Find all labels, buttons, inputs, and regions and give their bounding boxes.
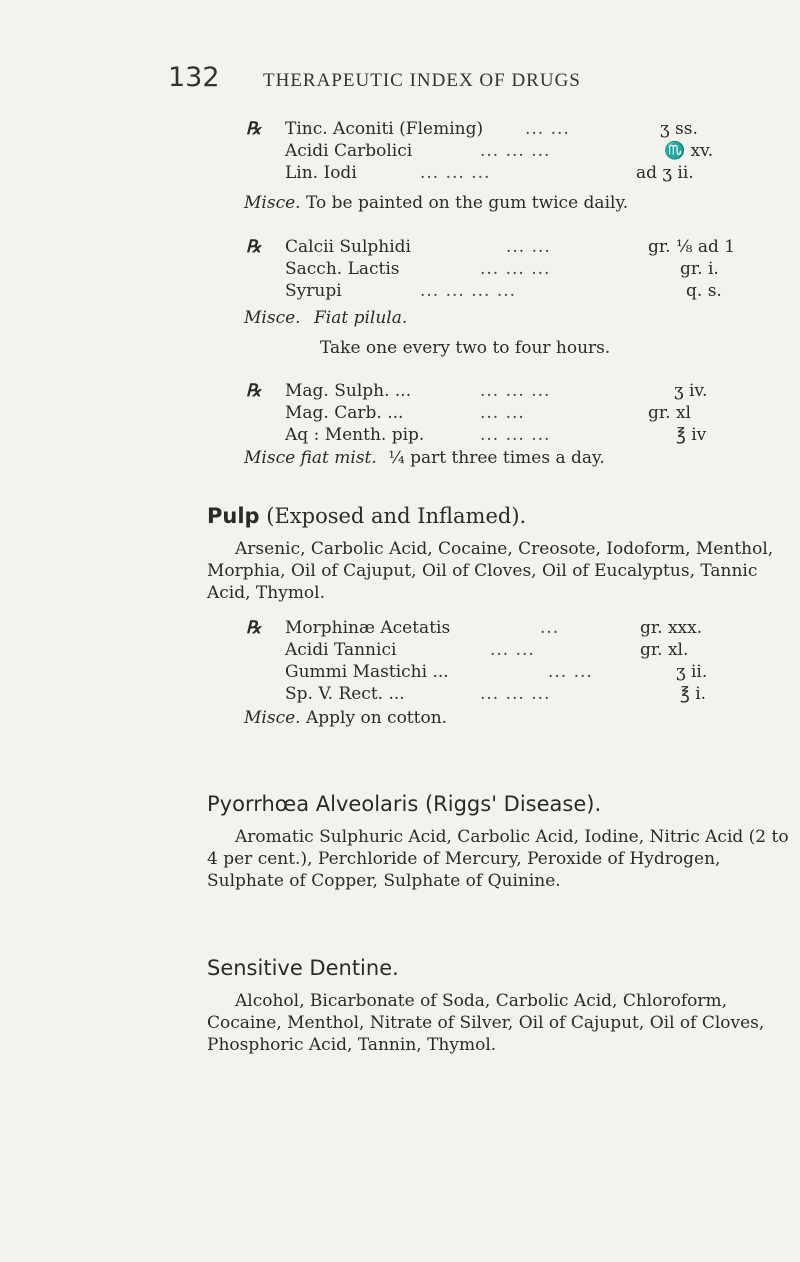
- page-number: 132: [168, 62, 220, 93]
- directions-text: Take one every two to four hours.: [320, 338, 611, 358]
- heading-text: (Exposed and Inflamed).: [266, 504, 527, 528]
- running-title: THERAPEUTIC INDEX OF DRUGS: [263, 70, 581, 91]
- prescription-morphine: [0, 617, 800, 705]
- prescription-calcium-sulphide: [0, 236, 800, 302]
- prescription-line: [0, 380, 800, 402]
- ingredient-quantity: gr. i.: [680, 259, 719, 279]
- misce-label: Misce.: [244, 708, 301, 728]
- remedy-list: Aromatic Sulphuric Acid, Carbolic Acid, Iodine, Nitric Acid (2 to 4 per cent.), Perchloride of Mercury, Peroxide of Hydrogen, Sulphate of Copper, Sulphate of Quinine.: [207, 827, 789, 891]
- ingredient-name: Sp. V. Rect. ...: [285, 684, 405, 704]
- ingredient-quantity: ʒ iv.: [674, 381, 708, 401]
- ingredient-name: Aq : Menth. pip.: [285, 425, 425, 445]
- leader-dots: ... ... ...: [480, 141, 551, 161]
- directions-text: ¼ part three times a day.: [388, 448, 605, 468]
- ingredient-name: Acidi Tannici: [285, 640, 397, 660]
- ingredient-name: Syrupi: [285, 281, 342, 301]
- misce-label: Misce.: [244, 308, 301, 328]
- rx-symbol: ℞: [246, 237, 262, 257]
- ingredient-quantity: ℥ iv: [676, 425, 707, 445]
- ingredient-name: Tinc. Aconiti (Fleming): [285, 119, 484, 139]
- prescription-line: [0, 424, 800, 446]
- leader-dots: ... ...: [525, 119, 570, 139]
- prescription-line: [0, 402, 800, 424]
- ingredient-name: Acidi Carbolici: [285, 141, 413, 161]
- ingredient-name: Morphinæ Acetatis: [285, 618, 451, 638]
- leader-dots: ...: [540, 618, 560, 638]
- ingredient-quantity: gr. xl: [648, 403, 691, 423]
- leader-dots: ... ... ...: [480, 259, 551, 279]
- prescription-line: [0, 280, 800, 302]
- prescription-line: [0, 118, 800, 140]
- misce-directions: [244, 193, 628, 213]
- rx-symbol: ℞: [246, 381, 262, 401]
- misce-directions: [244, 448, 605, 468]
- heading-bold-text: Pulp: [207, 504, 260, 528]
- ingredient-quantity: gr. ⅛ ad 1: [648, 237, 736, 257]
- rx-symbol: ℞: [246, 618, 262, 638]
- ingredient-quantity: q. s.: [686, 281, 722, 301]
- ingredient-name: Gummi Mastichi ...: [285, 662, 449, 682]
- misce-directions: [244, 708, 447, 728]
- ingredient-quantity: ad ʒ ii.: [636, 163, 694, 183]
- prescription-line: [0, 236, 800, 258]
- leader-dots: ... ... ...: [480, 684, 551, 704]
- leader-dots: ... ...: [506, 237, 551, 257]
- misce-text: Fiat pilula.: [313, 308, 408, 328]
- remedy-list: Alcohol, Bicarbonate of Soda, Carbolic Acid, Chloroform, Cocaine, Menthol, Nitrate of Silver, Oil of Cajuput, Oil of Cloves, Phosphoric Acid, Tannin, Thymol.: [207, 991, 765, 1055]
- prescription-line: [0, 661, 800, 683]
- leader-dots: ... ... ...: [480, 381, 551, 401]
- ingredient-name: Mag. Sulph. ...: [285, 381, 412, 401]
- section-body-pulp: [207, 538, 797, 604]
- leader-dots: ... ... ...: [420, 163, 491, 183]
- ingredient-quantity: ʒ ii.: [676, 662, 708, 682]
- leader-dots: ... ... ...: [480, 425, 551, 445]
- ingredient-name: Calcii Sulphidi: [285, 237, 411, 257]
- prescription-magnesia: [0, 380, 800, 446]
- prescription-line: [0, 683, 800, 705]
- prescription-line: [0, 258, 800, 280]
- leader-dots: ... ... ... ...: [420, 281, 517, 301]
- section-body-sensitive-dentine: [207, 990, 797, 1056]
- heading-text: Sensitive Dentine.: [207, 956, 399, 980]
- section-heading-pulp: [207, 504, 526, 528]
- prescription-line: [0, 617, 800, 639]
- directions-text: Apply on cotton.: [305, 708, 448, 728]
- section-heading-sensitive-dentine: [207, 956, 399, 980]
- ingredient-quantity: gr. xl.: [640, 640, 689, 660]
- rx-symbol: ℞: [246, 119, 262, 139]
- running-header: [0, 62, 800, 102]
- ingredient-name: Mag. Carb. ...: [285, 403, 404, 423]
- prescription-line: [0, 639, 800, 661]
- ingredient-name: Sacch. Lactis: [285, 259, 400, 279]
- misce-directions: [244, 308, 407, 328]
- ingredient-quantity: ʒ ss.: [660, 119, 698, 139]
- leader-dots: ... ...: [480, 403, 525, 423]
- ingredient-quantity: ♏ xv.: [664, 141, 714, 161]
- leader-dots: ... ...: [490, 640, 535, 660]
- leader-dots: ... ...: [548, 662, 593, 682]
- prescription-line: [0, 140, 800, 162]
- ingredient-quantity: gr. xxx.: [640, 618, 703, 638]
- ingredient-name: Lin. Iodi: [285, 163, 357, 183]
- misce-label: Misce fiat mist.: [244, 448, 377, 468]
- prescription-line: [0, 162, 800, 184]
- heading-text: Pyorrhœa Alveolaris (Riggs' Disease).: [207, 792, 602, 816]
- directions-text: To be painted on the gum twice daily.: [305, 193, 629, 213]
- section-heading-pyorrhoea: [207, 792, 601, 816]
- ingredient-quantity: ℥ i.: [680, 684, 707, 704]
- section-body-pyorrhoea: [207, 826, 797, 892]
- remedy-list: Arsenic, Carbolic Acid, Cocaine, Creosote, Iodoform, Menthol, Morphia, Oil of Cajuput, Oil of Cloves, Oil of Eucalyptus, Tannic Acid, Thymol.: [207, 539, 774, 603]
- misce-label: Misce.: [244, 193, 301, 213]
- prescription-aconite: [0, 118, 800, 184]
